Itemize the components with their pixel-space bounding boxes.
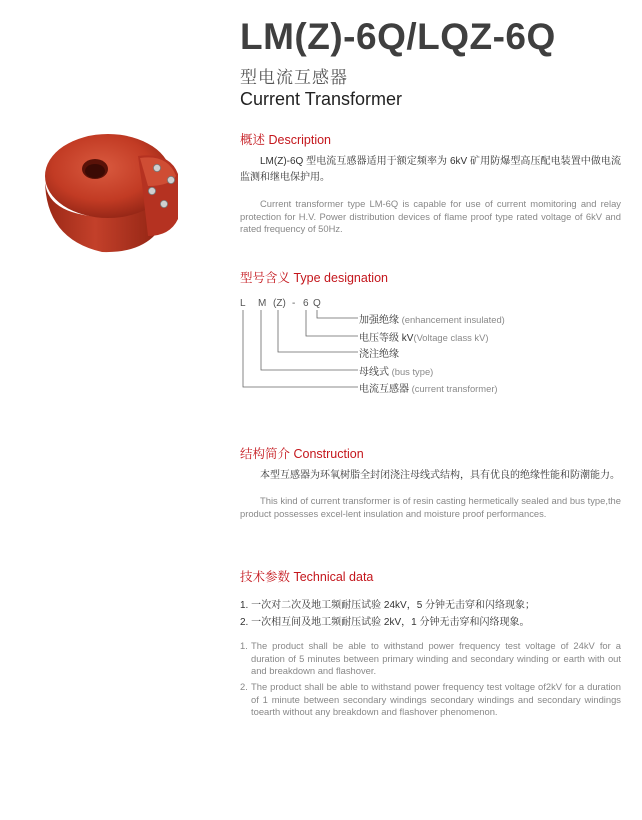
code-char: 6 xyxy=(303,298,309,309)
code-char: - xyxy=(292,298,296,309)
technical-item-en: 1. The product shall be able to withstand power frequency test voltage of 24kV for a duration of 5 minutes between primary winding and secondary winding or earth with out and breakdown and flashover. xyxy=(240,640,621,676)
designation-item: 电压等级 kV(Voltage class kV) xyxy=(359,332,489,344)
technical-item-cn: 1. 一次对二次及地工频耐压试验 24kV，5 分钟无击穿和闪络现象； xyxy=(240,600,536,611)
designation-item: 加强绝缘 (enhancement insulated) xyxy=(359,314,505,326)
code-char: Q xyxy=(313,298,321,309)
description-en: Current transformer type LM-6Q is capable for use of current momitoring and relay protection for H.V. Power distribution devices of flame proof type rated voltage of 6kV and rated frequency of 50Hz. xyxy=(240,198,621,234)
designation-item: 电流互感器 (current transformer) xyxy=(359,383,498,395)
designation-item: 浇注绝缘 xyxy=(359,349,399,360)
code-char: (Z) xyxy=(273,298,286,309)
description-cn: LM(Z)-6Q 型电流互感器适用于额定频率为 6kV 矿用防爆型高压配电装置中做电流监测和继电保护用。 xyxy=(240,156,621,183)
page-title: LM(Z)-6Q/LQZ-6Q xyxy=(240,16,556,57)
code-char: L xyxy=(240,298,246,309)
subtitle-cn: 型电流互感器 xyxy=(240,68,348,87)
technical-item-cn: 2. 一次相互间及地工频耐压试验 2kV，1 分钟无击穿和闪络现象。 xyxy=(240,617,530,628)
designation-connectors xyxy=(238,310,360,390)
technical-heading: 技术参数 Technical data xyxy=(240,570,374,584)
construction-heading: 结构简介 Construction xyxy=(240,447,364,461)
code-char: M xyxy=(258,298,267,309)
construction-cn: 本型互感器为环氧树脂全封闭浇注母线式结构，具有优良的绝缘性能和防潮能力。 xyxy=(260,470,620,481)
transformer-product-photo xyxy=(30,124,190,264)
technical-item-en: 2. The product shall be able to withstand power frequency test voltage of2kV for a duration of 1 minute between secondary windings secondary windings and secondary windings toearth without any breakdown and flashover phenomenon. xyxy=(240,681,621,717)
construction-en: This kind of current transformer is of resin casting hermetically sealed and bus type,the product possesses excel-lent insulation and moisture proof performances. xyxy=(240,495,621,519)
designation-item: 母线式 (bus type) xyxy=(359,366,434,378)
designation-heading: 型号含义 Type designation xyxy=(240,271,388,285)
description-heading: 概述 Description xyxy=(240,133,331,147)
subtitle-en: Current Transformer xyxy=(240,89,403,109)
